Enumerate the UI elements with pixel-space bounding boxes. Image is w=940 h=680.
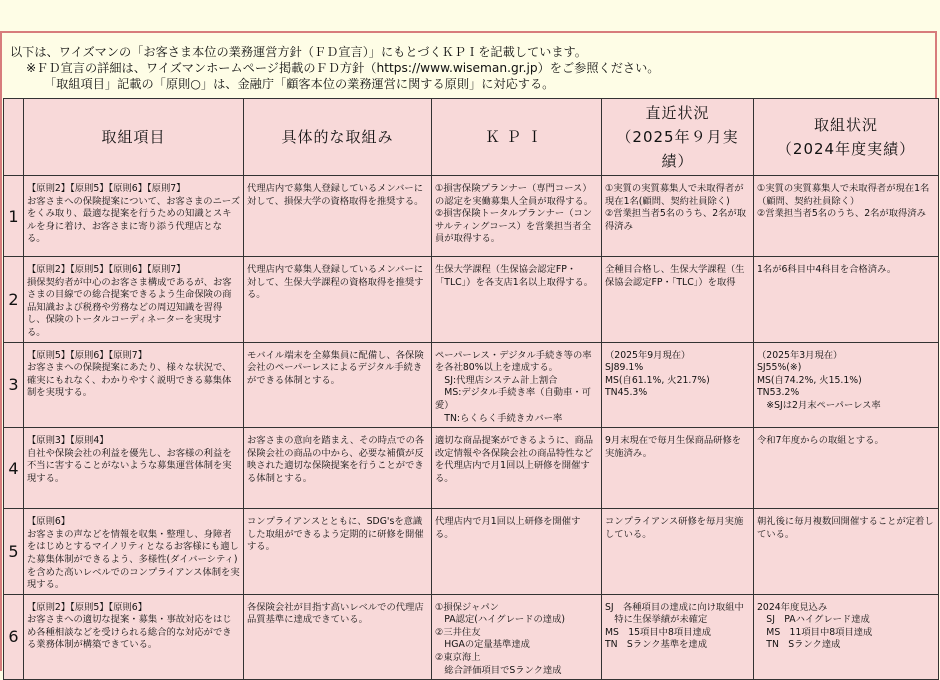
cell-recent: （2025年9月現在） SJ89.1% MS(自61.1%, 火21.7%) TN45.3% [602,342,754,428]
cell-action: 各保険会社が目指す高いレベルでの代理店品質基準に達成できている。 [244,594,432,680]
table-row [4,257,939,343]
cell-item: 【原則2】【原則5】【原則6】 お客さまへの適切な提案・募集・事故対応をはじめ各種相談などを受けられる総合的な対応ができる業務体制が構築できている。 [24,594,244,680]
cell-item: 【原則5】【原則6】【原則7】 お客さまへの保険提案にあたり、様々な状況で、確実にもれなく、わかりやすく説明できる募集体制を実現する。 [24,342,244,428]
cell-action: 代理店内で募集人登録しているメンバーに対して、損保大学の資格取得を推奨する。 [244,176,432,257]
intro-line-3: 「取組項目」記載の「原則○」は、金融庁「顧客本位の業務運営に関する原則」に対応する。 [44,77,555,91]
table-row [4,342,939,428]
row-number: 6 [4,594,24,680]
cell-recent: 全種目合格し、生保大学課程（生保協会認定FP・「TLC」）を取得 [602,257,754,343]
header-status [754,99,939,176]
cell-kpi: 代理店内で月1回以上研修を開催する。 [432,509,602,595]
cell-recent: SJ 各種項目の達成に向け取組中 特に生保挙績が未確定 MS 15項目中8項目達成 TN Sランク基準を達成 [602,594,754,680]
kpi-table [3,98,939,680]
row-number: 1 [4,176,24,257]
row-number: 4 [4,428,24,509]
cell-item: 【原則2】【原則5】【原則6】【原則7】 お客さまへの保険提案について、お客さまのニーズをくみ取り、最適な提案を行うための知識とスキルを身に着け、お客さまに寄り添う代理店となる。 [24,176,244,257]
cell-recent: コンプライアンス研修を毎月実施している。 [602,509,754,595]
cell-recent: ①実質の実質募集人で未取得者が現在1名(顧問、契約社員除く) ②営業担当者5名のうち、2名が取得済み [602,176,754,257]
cell-recent: 9月末現在で毎月生保商品研修を実施済み。 [602,428,754,509]
cell-kpi: 生保大学課程（生保協会認定FP・「TLC」）を各支店1名以上取得する。 [432,257,602,343]
header-no [4,99,24,176]
cell-action: モバイル端末を全募集員に配備し、各保険会社のペーパーレスによるデジタル手続きができる体制とする。 [244,342,432,428]
header-action: 具体的な取組み [244,99,432,176]
cell-kpi: ペーパーレス・デジタル手続き等の率を各社80%以上を達成する。 SJ:代理店システム計上割合 MS:デジタル手続き率（自動車・可愛） TN:らくらく手続きカバー率 [432,342,602,428]
cell-status: 令和7年度からの取組とする。 [754,428,939,509]
cell-status: （2025年3月現在） SJ55%(※) MS(自74.2%, 火15.1%) TN53.2% ※SJは2月末ペーパーレス率 [754,342,939,428]
cell-status: 朝礼後に毎月複数回開催することが定着している。 [754,509,939,595]
cell-status: ①実質の実質募集人で未取得者が現在1名（顧問、契約社員除く） ②営業担当者5名のうち、2名が取得済み [754,176,939,257]
row-number: 3 [4,342,24,428]
header-recent [602,99,754,176]
header-kpi: ＫＰＩ [432,99,602,176]
header-recent-title: 直近状況 [645,104,710,122]
row-number: 5 [4,509,24,595]
cell-kpi: ①損保ジャパン PA認定(ハイグレードの達成) ②三井住友 HGAの定量基準達成 ②東京海上 総合評価項目でSランク達成 [432,594,602,680]
table-row [4,594,939,680]
header-row [4,99,939,176]
cell-action: コンプライアンスとともに、SDG'sを意識した取組ができるよう定期的に研修を開催する。 [244,509,432,595]
cell-action: 代理店内で募集人登録しているメンバーに対して、生保大学課程の資格取得を推奨する。 [244,257,432,343]
cell-kpi: ①損害保険プランナー（専門コース）の認定を実働募集人全員が取得する。 ②損害保険トータルプランナー（コンサルティングコース）を営業担当者全員が取得する。 [432,176,602,257]
cell-item: 【原則6】 お客さまの声などを情報を収集・整理し、身障者をはじめとするマイノリティとなるお客様にも適した募集体制ができるよう、多様性(ダイバーシティ)を含めた高いレベルでのコンプライアンス体制を実現する。 [24,509,244,595]
table-row [4,509,939,595]
cell-item: 【原則3】【原則4】 自社や保険会社の利益を優先し、お客様の利益を不当に害することがないような募集運営体制を実現する。 [24,428,244,509]
cell-status: 2024年度見込み SJ PAハイグレード達成 MS 11項目中8項目達成 TN Sランク達成 [754,594,939,680]
header-item: 取組項目 [24,99,244,176]
header-recent-period: （2025年９月実績） [616,128,739,170]
cell-status: 1名が6科目中4科目を合格済み。 [754,257,939,343]
table-row [4,176,939,257]
intro-text [10,44,930,92]
cell-action: お客さまの意向を踏まえ、その時点での各保険会社の商品の中から、必要な補償が反映された適切な保険提案を行うことができる体制とする。 [244,428,432,509]
table-row [4,428,939,509]
intro-line-2: ※ＦＤ宣言の詳細は、ワイズマンホームページ掲載のＦＤ方針（https://www.wiseman.gr.jp）をご参照ください。 [26,61,660,75]
row-number: 2 [4,257,24,343]
cell-item: 【原則2】【原則5】【原則6】【原則7】 損保契約者が中心のお客さま構成であるが、お客さまの目線での総合提案できるよう生命保険の商品知識および税務や労務などの周辺知識を習得し、保険のトータルコーディネーターを実現する。 [24,257,244,343]
cell-kpi: 適切な商品提案ができるように、商品改定情報や各保険会社の商品特性などを代理店内で月1回以上研修を開催する。 [432,428,602,509]
header-status-period: （2024年度実績） [776,140,916,158]
header-status-title: 取組状況 [813,116,878,134]
intro-line-1: 以下は、ワイズマンの「お客さま本位の業務運営方針（ＦＤ宣言）」にもとづくＫＰＩを記載しています。 [10,45,587,59]
